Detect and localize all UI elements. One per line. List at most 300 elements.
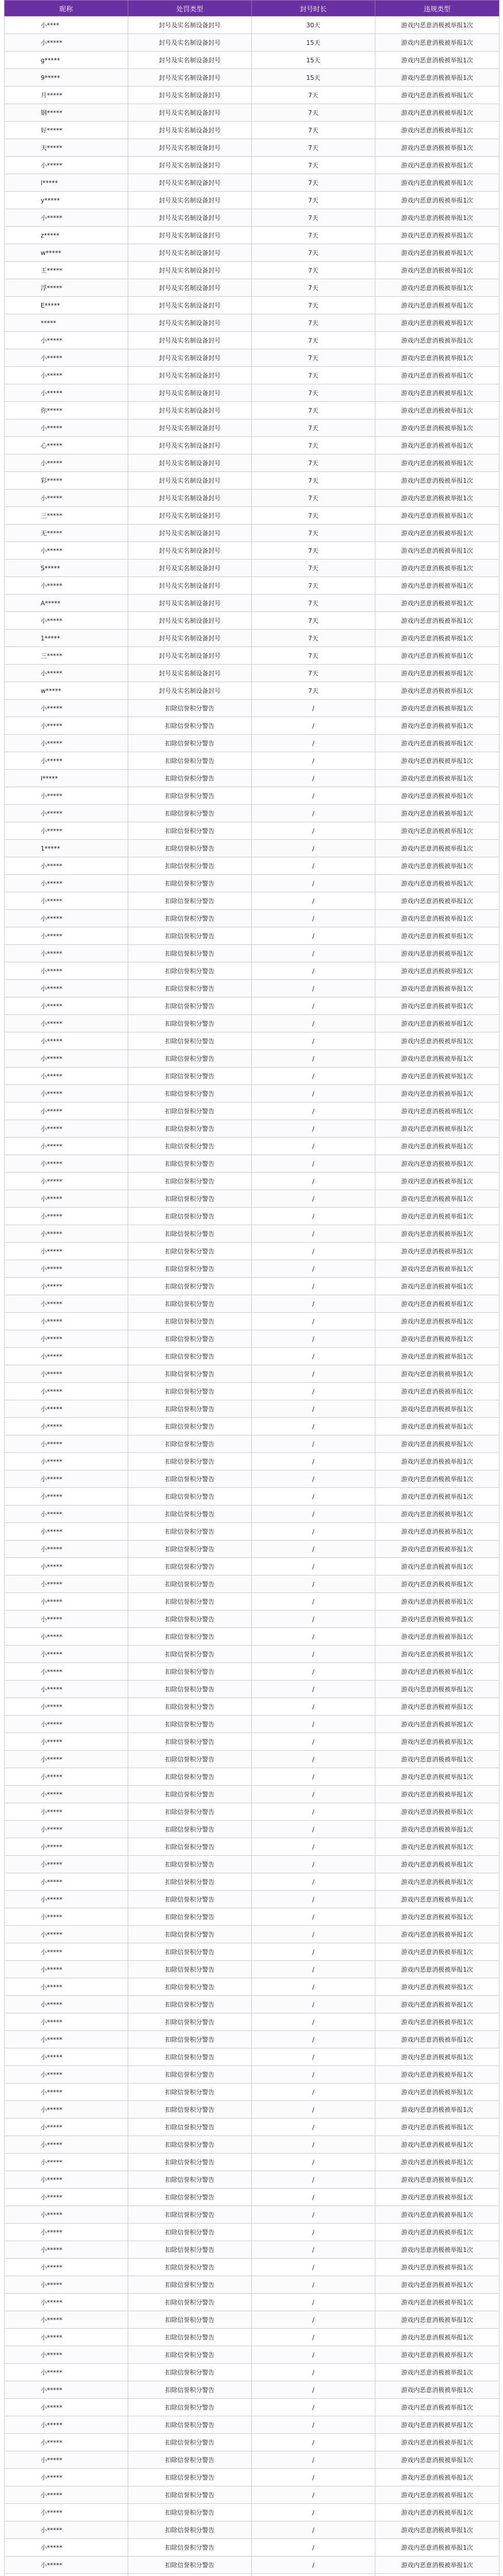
table-row	[5, 1856, 499, 1873]
cell-nickname: 小*****	[5, 1575, 128, 1593]
cell-nickname: 小*****	[5, 489, 128, 507]
cell-punishment-type: 封号及实名制设备封号	[128, 52, 252, 69]
cell-ban-duration: 7天	[252, 507, 375, 524]
cell-violation-type: 游戏内恶意消极被举报1次	[375, 1996, 499, 2013]
cell-ban-duration: /	[252, 2171, 375, 2189]
cell-ban-duration: /	[252, 770, 375, 787]
cell-nickname: 小*****	[5, 1978, 128, 1996]
cell-ban-duration: /	[252, 1873, 375, 1891]
cell-punishment-type: 封号及实名制设备封号	[128, 227, 252, 244]
cell-ban-duration: /	[252, 1103, 375, 1120]
cell-punishment-type: 扣除信誉积分警告	[128, 1050, 252, 1067]
cell-punishment-type: 扣除信誉积分警告	[128, 927, 252, 945]
cell-ban-duration: /	[252, 1085, 375, 1103]
cell-punishment-type: 扣除信誉积分警告	[128, 1208, 252, 1225]
cell-nickname: 小*****	[5, 1015, 128, 1032]
cell-punishment-type: 扣除信誉积分警告	[128, 2556, 252, 2574]
cell-violation-type: 游戏内恶意消极被举报1次	[375, 2346, 499, 2364]
cell-violation-type: 游戏内恶意消极被举报1次	[375, 1733, 499, 1751]
cell-ban-duration: /	[252, 1383, 375, 1400]
cell-violation-type: 游戏内恶意消极被举报1次	[375, 2276, 499, 2294]
table-row	[5, 1663, 499, 1681]
table-row	[5, 1295, 499, 1313]
cell-violation-type: 游戏内恶意消极被举报1次	[375, 1120, 499, 1138]
cell-punishment-type: 封号及实名制设备封号	[128, 665, 252, 682]
cell-nickname: y*****	[5, 192, 128, 209]
cell-punishment-type: 扣除信誉积分警告	[128, 1663, 252, 1681]
cell-nickname: 小*****	[5, 1155, 128, 1173]
cell-ban-duration: 7天	[252, 524, 375, 542]
cell-nickname: 小*****	[5, 1505, 128, 1523]
cell-ban-duration: /	[252, 2013, 375, 2031]
table-row	[5, 1138, 499, 1155]
cell-punishment-type: 封号及实名制设备封号	[128, 454, 252, 472]
cell-punishment-type: 扣除信誉积分警告	[128, 1523, 252, 1540]
cell-ban-duration: 7天	[252, 314, 375, 332]
table-row	[5, 2469, 499, 2486]
cell-violation-type: 游戏内恶意消极被举报1次	[375, 1085, 499, 1103]
cell-punishment-type: 扣除信誉积分警告	[128, 2101, 252, 2119]
table-row	[5, 157, 499, 174]
cell-violation-type: 游戏内恶意消极被举报1次	[375, 997, 499, 1015]
cell-nickname: 1*****	[5, 840, 128, 857]
cell-violation-type: 游戏内恶意消极被举报1次	[375, 1050, 499, 1067]
cell-ban-duration: /	[252, 1173, 375, 1190]
cell-violation-type: 游戏内恶意消极被举报1次	[375, 2171, 499, 2189]
cell-punishment-type: 扣除信誉积分警告	[128, 2451, 252, 2469]
cell-nickname: 小*****	[5, 1873, 128, 1891]
cell-nickname: 小*****	[5, 1190, 128, 1208]
cell-ban-duration: 7天	[252, 630, 375, 647]
cell-violation-type: 游戏内恶意消极被举报1次	[375, 840, 499, 857]
cell-punishment-type: 封号及实名制设备封号	[128, 139, 252, 157]
cell-violation-type: 游戏内恶意消极被举报1次	[375, 560, 499, 577]
cell-nickname: 小*****	[5, 1943, 128, 1961]
table-row	[5, 2329, 499, 2346]
cell-ban-duration: /	[252, 2521, 375, 2539]
table-row	[5, 2259, 499, 2276]
cell-nickname: *****	[5, 314, 128, 332]
table-row	[5, 1838, 499, 1856]
table-row	[5, 2031, 499, 2048]
table-row	[5, 1015, 499, 1032]
cell-punishment-type: 扣除信誉积分警告	[128, 1593, 252, 1611]
cell-punishment-type: 扣除信誉积分警告	[128, 1313, 252, 1330]
cell-ban-duration: /	[252, 1698, 375, 1716]
cell-ban-duration: /	[252, 2469, 375, 2486]
cell-punishment-type: 扣除信誉积分警告	[128, 1891, 252, 1908]
table-row	[5, 840, 499, 857]
table-row	[5, 262, 499, 279]
cell-nickname: 小*****	[5, 2346, 128, 2364]
table-body	[5, 16, 499, 2576]
cell-violation-type: 游戏内恶意消极被举报1次	[375, 2434, 499, 2451]
cell-violation-type: 游戏内恶意消极被举报1次	[375, 1575, 499, 1593]
cell-nickname: 小*****	[5, 1786, 128, 1803]
cell-nickname: 小*****	[5, 1523, 128, 1540]
table-row	[5, 1575, 499, 1593]
cell-ban-duration: /	[252, 875, 375, 892]
cell-nickname: 小*****	[5, 1751, 128, 1768]
table-row	[5, 577, 499, 595]
cell-violation-type: 游戏内恶意消极被举报1次	[375, 1365, 499, 1383]
cell-nickname: 小*****	[5, 2416, 128, 2434]
cell-punishment-type: 扣除信誉积分警告	[128, 1786, 252, 1803]
cell-nickname: 你*****	[5, 402, 128, 419]
table-row	[5, 927, 499, 945]
cell-violation-type: 游戏内恶意消极被举报1次	[375, 1926, 499, 1943]
cell-nickname: 小*****	[5, 1295, 128, 1313]
cell-ban-duration: /	[252, 1786, 375, 1803]
cell-nickname: 小*****	[5, 700, 128, 717]
cell-punishment-type: 封号及实名制设备封号	[128, 612, 252, 630]
cell-punishment-type: 扣除信誉积分警告	[128, 1330, 252, 1348]
cell-violation-type: 游戏内恶意消极被举报1次	[375, 822, 499, 840]
cell-ban-duration: /	[252, 1505, 375, 1523]
table-row	[5, 2013, 499, 2031]
cell-violation-type: 游戏内恶意消极被举报1次	[375, 1278, 499, 1295]
table-row	[5, 2381, 499, 2399]
table-row	[5, 87, 499, 104]
cell-punishment-type: 扣除信誉积分警告	[128, 1716, 252, 1733]
cell-violation-type: 游戏内恶意消极被举报1次	[375, 262, 499, 279]
cell-nickname: 小*****	[5, 2171, 128, 2189]
cell-ban-duration: 15天	[252, 69, 375, 87]
cell-nickname: 好*****	[5, 122, 128, 139]
cell-violation-type: 游戏内恶意消极被举报1次	[375, 2224, 499, 2241]
cell-ban-duration: 7天	[252, 192, 375, 209]
cell-punishment-type: 扣除信誉积分警告	[128, 2504, 252, 2521]
cell-violation-type: 游戏内恶意消极被举报1次	[375, 910, 499, 927]
cell-nickname: 9*****	[5, 69, 128, 87]
cell-violation-type: 游戏内恶意消极被举报1次	[375, 1646, 499, 1663]
cell-nickname: 小*****	[5, 1067, 128, 1085]
cell-violation-type: 游戏内恶意消极被举报1次	[375, 735, 499, 752]
table-row	[5, 402, 499, 419]
table-row	[5, 1803, 499, 1821]
table-row	[5, 2539, 499, 2556]
cell-nickname: 小*****	[5, 1365, 128, 1383]
cell-punishment-type: 封号及实名制设备封号	[128, 507, 252, 524]
cell-punishment-type: 扣除信誉积分警告	[128, 1558, 252, 1575]
cell-nickname: 钢*****	[5, 104, 128, 122]
cell-violation-type: 游戏内恶意消极被举报1次	[375, 1295, 499, 1313]
table-row	[5, 1225, 499, 1243]
cell-nickname: 小*****	[5, 1733, 128, 1751]
cell-violation-type: 游戏内恶意消极被举报1次	[375, 209, 499, 227]
cell-punishment-type: 封号及实名制设备封号	[128, 472, 252, 489]
table-row	[5, 1786, 499, 1803]
cell-punishment-type: 扣除信誉积分警告	[128, 892, 252, 910]
cell-punishment-type: 扣除信誉积分警告	[128, 1085, 252, 1103]
table-row	[5, 1628, 499, 1646]
table-row	[5, 1926, 499, 1943]
cell-ban-duration: /	[252, 2434, 375, 2451]
cell-nickname: 小*****	[5, 2259, 128, 2276]
table-row	[5, 1646, 499, 1663]
cell-ban-duration: /	[252, 752, 375, 770]
table-row	[5, 297, 499, 314]
table-row	[5, 1943, 499, 1961]
cell-ban-duration: /	[252, 1295, 375, 1313]
cell-punishment-type: 扣除信誉积分警告	[128, 2469, 252, 2486]
cell-violation-type: 游戏内恶意消极被举报1次	[375, 437, 499, 454]
cell-ban-duration: 7天	[252, 402, 375, 419]
cell-ban-duration: 7天	[252, 577, 375, 595]
table-row	[5, 34, 499, 52]
cell-violation-type: 游戏内恶意消极被举报1次	[375, 770, 499, 787]
table-row	[5, 1418, 499, 1435]
table-row	[5, 700, 499, 717]
cell-punishment-type: 扣除信誉积分警告	[128, 1453, 252, 1470]
cell-ban-duration: /	[252, 1488, 375, 1505]
cell-ban-duration: 7天	[252, 297, 375, 314]
table-row	[5, 472, 499, 489]
table-row	[5, 1208, 499, 1225]
cell-ban-duration: /	[252, 2189, 375, 2206]
cell-nickname: 小*****	[5, 1383, 128, 1400]
cell-punishment-type: 扣除信誉积分警告	[128, 840, 252, 857]
cell-ban-duration: /	[252, 1190, 375, 1208]
cell-ban-duration: 7天	[252, 542, 375, 560]
cell-violation-type: 游戏内恶意消极被举报1次	[375, 384, 499, 402]
cell-ban-duration: /	[252, 1943, 375, 1961]
cell-ban-duration: /	[252, 1400, 375, 1418]
cell-nickname: 小*****	[5, 962, 128, 980]
cell-ban-duration: 7天	[252, 244, 375, 262]
table-row	[5, 367, 499, 384]
cell-punishment-type: 封号及实名制设备封号	[128, 279, 252, 297]
cell-punishment-type: 扣除信誉积分警告	[128, 2294, 252, 2311]
cell-nickname: 小*****	[5, 332, 128, 349]
cell-nickname: 小*****	[5, 892, 128, 910]
cell-ban-duration: /	[252, 1856, 375, 1873]
cell-violation-type: 游戏内恶意消极被举报1次	[375, 1698, 499, 1716]
cell-punishment-type: 扣除信誉积分警告	[128, 1400, 252, 1418]
cell-ban-duration: /	[252, 1225, 375, 1243]
cell-punishment-type: 封号及实名制设备封号	[128, 560, 252, 577]
cell-ban-duration: 7天	[252, 560, 375, 577]
cell-punishment-type: 扣除信誉积分警告	[128, 1908, 252, 1926]
cell-ban-duration: /	[252, 2381, 375, 2399]
cell-violation-type: 游戏内恶意消极被举报1次	[375, 2469, 499, 2486]
cell-nickname: 小*****	[5, 1646, 128, 1663]
table-row	[5, 1313, 499, 1330]
cell-ban-duration: 7天	[252, 454, 375, 472]
table-row	[5, 1768, 499, 1786]
table-row	[5, 682, 499, 700]
cell-nickname: 小*****	[5, 2276, 128, 2294]
cell-ban-duration: /	[252, 1821, 375, 1838]
cell-nickname: 小*****	[5, 2154, 128, 2171]
cell-punishment-type: 扣除信誉积分警告	[128, 2154, 252, 2171]
cell-punishment-type: 扣除信誉积分警告	[128, 980, 252, 997]
cell-ban-duration: /	[252, 2504, 375, 2521]
cell-violation-type: 游戏内恶意消极被举报1次	[375, 367, 499, 384]
cell-ban-duration: /	[252, 2119, 375, 2136]
cell-violation-type: 游戏内恶意消极被举报1次	[375, 2451, 499, 2469]
cell-violation-type: 游戏内恶意消极被举报1次	[375, 1138, 499, 1155]
cell-ban-duration: /	[252, 2539, 375, 2556]
cell-punishment-type: 扣除信誉积分警告	[128, 822, 252, 840]
cell-ban-duration: /	[252, 2311, 375, 2329]
cell-punishment-type: 扣除信誉积分警告	[128, 857, 252, 875]
cell-punishment-type: 封号及实名制设备封号	[128, 122, 252, 139]
cell-ban-duration: /	[252, 2276, 375, 2294]
cell-ban-duration: /	[252, 2364, 375, 2381]
cell-violation-type: 游戏内恶意消极被举报1次	[375, 1453, 499, 1470]
cell-violation-type: 游戏内恶意消极被举报1次	[375, 2329, 499, 2346]
cell-violation-type: 游戏内恶意消极被举报1次	[375, 1978, 499, 1996]
cell-violation-type: 游戏内恶意消极被举报1次	[375, 122, 499, 139]
cell-violation-type: 游戏内恶意消极被举报1次	[375, 2294, 499, 2311]
cell-violation-type: 游戏内恶意消极被举报1次	[375, 1803, 499, 1821]
cell-punishment-type: 封号及实名制设备封号	[128, 157, 252, 174]
cell-punishment-type: 扣除信誉积分警告	[128, 2311, 252, 2329]
cell-nickname: 小*****	[5, 2083, 128, 2101]
table-row	[5, 980, 499, 997]
cell-nickname: 小*****	[5, 454, 128, 472]
cell-ban-duration: /	[252, 2329, 375, 2346]
cell-nickname: 小*****	[5, 752, 128, 770]
cell-violation-type: 游戏内恶意消极被举报1次	[375, 980, 499, 997]
cell-nickname: 小*****	[5, 2399, 128, 2416]
cell-violation-type: 游戏内恶意消极被举报1次	[375, 1786, 499, 1803]
cell-ban-duration: /	[252, 2451, 375, 2469]
cell-punishment-type: 封号及实名制设备封号	[128, 419, 252, 437]
cell-punishment-type: 扣除信誉积分警告	[128, 2189, 252, 2206]
cell-ban-duration: 7天	[252, 209, 375, 227]
cell-nickname: 小*****	[5, 2504, 128, 2521]
cell-violation-type: 游戏内恶意消极被举报1次	[375, 1225, 499, 1243]
cell-ban-duration: /	[252, 1575, 375, 1593]
table-row	[5, 1435, 499, 1453]
cell-ban-duration: 7天	[252, 665, 375, 682]
cell-punishment-type: 封号及实名制设备封号	[128, 542, 252, 560]
cell-nickname: 小*****	[5, 1453, 128, 1470]
cell-violation-type: 游戏内恶意消极被举报1次	[375, 139, 499, 157]
cell-ban-duration: /	[252, 1523, 375, 1540]
table-row	[5, 857, 499, 875]
cell-ban-duration: /	[252, 857, 375, 875]
cell-violation-type: 游戏内恶意消极被举报1次	[375, 682, 499, 700]
cell-ban-duration: /	[252, 1926, 375, 1943]
cell-ban-duration: /	[252, 1453, 375, 1470]
cell-punishment-type: 扣除信誉积分警告	[128, 875, 252, 892]
cell-nickname: 小*****	[5, 1558, 128, 1575]
cell-violation-type: 游戏内恶意消极被举报1次	[375, 577, 499, 595]
cell-punishment-type: 扣除信誉积分警告	[128, 1173, 252, 1190]
cell-punishment-type: 扣除信誉积分警告	[128, 2206, 252, 2224]
cell-ban-duration: 7天	[252, 419, 375, 437]
cell-nickname: 小*****	[5, 1050, 128, 1067]
cell-ban-duration: /	[252, 2031, 375, 2048]
table-row	[5, 524, 499, 542]
cell-punishment-type: 扣除信誉积分警告	[128, 2083, 252, 2101]
table-row	[5, 2066, 499, 2083]
table-row	[5, 2224, 499, 2241]
cell-punishment-type: 扣除信誉积分警告	[128, 1032, 252, 1050]
cell-punishment-type: 封号及实名制设备封号	[128, 174, 252, 192]
table-row	[5, 507, 499, 524]
cell-nickname: 小*****	[5, 1225, 128, 1243]
cell-nickname	[5, 2574, 128, 2576]
cell-ban-duration: 7天	[252, 472, 375, 489]
cell-violation-type: 游戏内恶意消极被举报1次	[375, 945, 499, 962]
cell-violation-type: 游戏内恶意消极被举报1次	[375, 1400, 499, 1418]
cell-ban-duration: 7天	[252, 489, 375, 507]
cell-punishment-type: 扣除信誉积分警告	[128, 1505, 252, 1523]
cell-nickname: 小*****	[5, 1838, 128, 1856]
table-row	[5, 1821, 499, 1838]
cell-violation-type: 游戏内恶意消极被举报1次	[375, 1768, 499, 1786]
cell-violation-type: 游戏内恶意消极被举报1次	[375, 2381, 499, 2399]
cell-violation-type: 游戏内恶意消极被举报1次	[375, 2364, 499, 2381]
cell-ban-duration: /	[252, 1996, 375, 2013]
cell-nickname: 小*****	[5, 2434, 128, 2451]
cell-punishment-type: 扣除信誉积分警告	[128, 700, 252, 717]
cell-ban-duration: 7天	[252, 647, 375, 665]
cell-punishment-type: 扣除信誉积分警告	[128, 1365, 252, 1383]
cell-nickname: 小*****	[5, 1400, 128, 1418]
table-row	[5, 2451, 499, 2469]
cell-punishment-type: 扣除信誉积分警告	[128, 1067, 252, 1085]
cell-nickname: 小*****	[5, 2451, 128, 2469]
table-row	[5, 16, 499, 34]
cell-nickname: w*****	[5, 682, 128, 700]
cell-ban-duration: /	[252, 892, 375, 910]
cell-punishment-type: 扣除信誉积分警告	[128, 1015, 252, 1032]
cell-ban-duration: /	[252, 1208, 375, 1225]
cell-punishment-type: 扣除信誉积分警告	[128, 1733, 252, 1751]
cell-ban-duration: 15天	[252, 52, 375, 69]
header-row	[5, 1, 499, 16]
table-row	[5, 910, 499, 927]
cell-nickname: 小*****	[5, 2364, 128, 2381]
cell-nickname: 小*****	[5, 2294, 128, 2311]
cell-punishment-type: 扣除信誉积分警告	[128, 2364, 252, 2381]
cell-punishment-type: 扣除信誉积分警告	[128, 1120, 252, 1138]
cell-ban-duration: /	[252, 1067, 375, 1085]
table-row	[5, 1470, 499, 1488]
cell-nickname: 小*****	[5, 2136, 128, 2154]
cell-ban-duration: 7天	[252, 104, 375, 122]
cell-violation-type: 游戏内恶意消极被举报1次	[375, 1383, 499, 1400]
cell-ban-duration: 7天	[252, 332, 375, 349]
table-row	[5, 2521, 499, 2539]
table-row	[5, 1103, 499, 1120]
header-punishment-type: 处罚类型	[128, 1, 252, 16]
cell-punishment-type: 扣除信誉积分警告	[128, 1190, 252, 1208]
cell-ban-duration: /	[252, 1313, 375, 1330]
cell-ban-duration: /	[252, 2241, 375, 2259]
cell-violation-type: 游戏内恶意消极被举报1次	[375, 69, 499, 87]
cell-ban-duration: /	[252, 2294, 375, 2311]
cell-violation-type: 游戏内恶意消极被举报1次	[375, 244, 499, 262]
cell-nickname: 三*****	[5, 507, 128, 524]
cell-nickname: I*****	[5, 770, 128, 787]
table-row	[5, 1190, 499, 1208]
cell-violation-type: 游戏内恶意消极被举报1次	[375, 1540, 499, 1558]
cell-violation-type: 游戏内恶意消极被举报1次	[375, 1943, 499, 1961]
cell-punishment-type: 扣除信誉积分警告	[128, 1383, 252, 1400]
cell-ban-duration: /	[252, 1803, 375, 1821]
cell-ban-duration: /	[252, 2154, 375, 2171]
cell-violation-type: 游戏内恶意消极被举报1次	[375, 1488, 499, 1505]
table-row	[5, 1681, 499, 1698]
cell-ban-duration: /	[252, 787, 375, 805]
table-row	[5, 1996, 499, 2013]
